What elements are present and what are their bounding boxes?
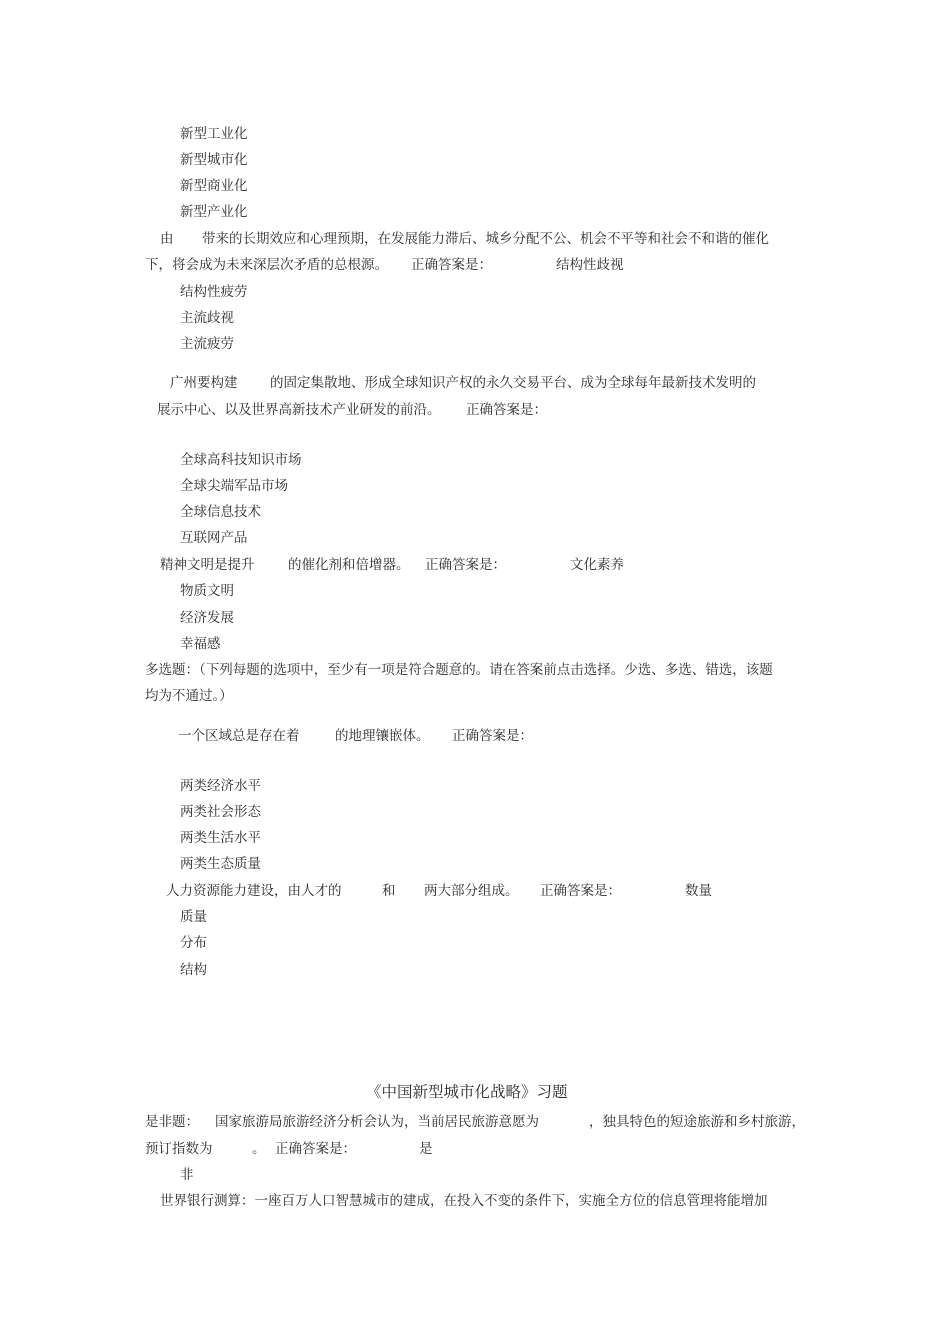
option-text[interactable]: 互联网产品 [180,530,248,546]
section-instructions: 均为不通过。） [145,688,233,704]
answer-label: 正确答案是： [452,728,533,744]
option-text[interactable]: 质量 [180,909,207,925]
option-text[interactable]: 主流疲劳 [180,336,234,352]
question-text: 的催化剂和倍增器。 [288,557,410,573]
question-text: 的地理镶嵌体。 [335,728,430,744]
answer-label: 正确答案是： [466,402,547,418]
option-text[interactable]: 新型城市化 [180,152,248,168]
correct-answer: 数量 [685,883,712,899]
option-text[interactable]: 两类生态质量 [180,856,261,872]
option-text[interactable]: 新型产业化 [180,204,248,220]
option-text[interactable]: 幸福感 [180,636,221,652]
question-text: 展示中心、以及世界高新技术产业研发的前沿。 [157,402,441,418]
question-type-label: 是非题： [145,1114,199,1130]
question-text: 由 [160,231,174,247]
answer-label: 正确答案是： [540,883,621,899]
option-text[interactable]: 全球信息技术 [180,504,261,520]
question-text: 国家旅游局旅游经济分析会认为，当前居民旅游意愿为 [215,1114,539,1130]
option-text[interactable]: 结构性疲劳 [180,284,248,300]
correct-answer: 文化素养 [570,557,624,573]
question-text: 世界银行测算：一座百万人口智慧城市的建成，在投入不变的条件下，实施全方位的信息管理将能增加 [160,1193,768,1209]
section-instructions: 多选题：（下列每题的选项中，至少有一项是符合题意的。请在答案前点击选择。少选、多选、错选，该题 [145,662,773,678]
correct-answer: 是 [419,1141,433,1157]
option-text[interactable]: 分布 [180,935,207,951]
correct-answer: 结构性歧视 [556,257,624,273]
answer-label: 正确答案是： [411,257,492,273]
part-title: 《中国新型城市化战略》习题 [366,1083,568,1101]
option-text[interactable]: 主流歧视 [180,310,234,326]
option-text[interactable]: 结构 [180,962,207,978]
option-text[interactable]: 新型工业化 [180,126,248,142]
option-text[interactable]: 两类生活水平 [180,830,261,846]
option-text[interactable]: 两类社会形态 [180,804,261,820]
option-text[interactable]: 全球尖端军品市场 [180,478,288,494]
answer-label: 正确答案是： [425,557,506,573]
question-text: 两大部分组成。 [424,883,519,899]
option-text[interactable]: 全球高科技知识市场 [180,452,302,468]
answer-label: 正确答案是： [275,1141,356,1157]
option-text[interactable]: 非 [180,1167,194,1183]
option-text[interactable]: 两类经济水平 [180,778,261,794]
question-text: ，独具特色的短途旅游和乡村旅游， [589,1114,805,1130]
option-text[interactable]: 物质文明 [180,583,234,599]
question-text: 人力资源能力建设，由人才的 [166,883,342,899]
option-text[interactable]: 新型商业化 [180,178,248,194]
question-text: 。 [252,1141,266,1157]
option-text[interactable]: 经济发展 [180,610,234,626]
question-text: 精神文明是提升 [160,557,255,573]
question-text: 带来的长期效应和心理预期，在发展能力滞后、城乡分配不公、机会不平等和社会不和谐的催化 [202,231,769,247]
question-text: 广州要构建 [170,375,238,391]
question-text: 的固定集散地、形成全球知识产权的永久交易平台、成为全球每年最新技术发明的 [270,375,756,391]
question-text: 预订指数为 [145,1141,213,1157]
question-text: 一个区域总是存在着 [178,728,300,744]
question-text: 下，将会成为未来深层次矛盾的总根源。 [145,257,388,273]
question-text: 和 [382,883,396,899]
